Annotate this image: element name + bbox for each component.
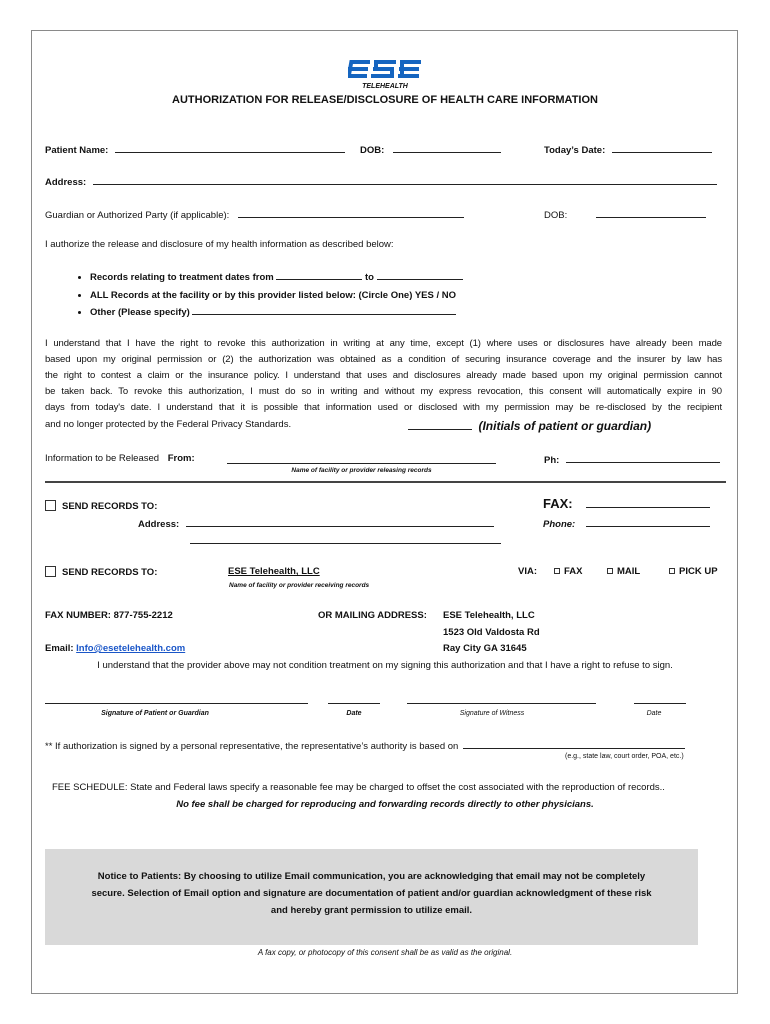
send-records-checkbox-1[interactable] — [45, 500, 56, 511]
fax-label: FAX: — [543, 496, 573, 511]
date-line-2[interactable] — [634, 703, 686, 704]
guardian-field[interactable] — [238, 208, 464, 218]
via-mail-checkbox[interactable] — [607, 568, 613, 574]
guardian-label: Guardian or Authorized Party (if applicable): — [45, 210, 230, 221]
todays-date-field[interactable] — [612, 143, 712, 153]
dob-field[interactable] — [393, 143, 501, 153]
patient-signature-caption: Signature of Patient or Guardian — [101, 710, 209, 717]
patient-name-label: Patient Name: — [45, 145, 109, 156]
email-link[interactable]: Info@esetelehealth.com — [76, 643, 186, 654]
dob-label: DOB: — [360, 145, 385, 156]
email-notice-box — [45, 849, 698, 945]
send-phone-label: Phone: — [543, 519, 576, 530]
send-phone-field[interactable] — [586, 517, 710, 527]
via-pickup-checkbox[interactable] — [669, 568, 675, 574]
mailing-line: 1523 Old Valdosta Rd — [443, 627, 540, 638]
witness-signature-line[interactable] — [407, 703, 596, 704]
release-caption: Name of facility or provider releasing records — [291, 467, 432, 474]
guardian-dob-field[interactable] — [596, 208, 706, 218]
release-phone-field[interactable] — [566, 453, 720, 463]
receiving-caption: Name of facility or provider receiving records — [229, 582, 370, 589]
mailing-line: ESE Telehealth, LLC — [443, 610, 535, 621]
revoke-last-line: and no longer protected by the Federal Privacy Standards. — [45, 419, 292, 430]
release-facility-field[interactable] — [227, 463, 496, 464]
representative-text: ** If authorization is signed by a personal representative, the representative’s authority is based on — [45, 741, 459, 752]
fax-field[interactable] — [586, 498, 710, 508]
notice-line: and hereby grant permission to utilize email. — [270, 905, 473, 916]
ese-telehealth-logo — [348, 58, 422, 92]
initials-label: (Initials of patient or guardian) — [478, 419, 652, 433]
representative-example: (e.g., state law, court order, POA, etc.) — [565, 753, 684, 760]
bullet-records-dates: • Records relating to treatment dates from to — [90, 269, 463, 287]
send-address-field-2[interactable] — [190, 543, 501, 544]
address-field[interactable] — [93, 175, 717, 185]
page-title: AUTHORIZATION FOR RELEASE/DISCLOSURE OF HEALTH CARE INFORMATION — [172, 94, 598, 106]
revoke-line: be taken back. To revoke this authorization, I must do so in writing and without my express revocation, this consent will automatically expire in 90 — [45, 386, 722, 397]
bullet-all-records[interactable]: • ALL Records at the facility or by this provider listed below: (Circle One) YES / NO — [90, 287, 463, 305]
other-specify-field[interactable] — [192, 305, 456, 315]
todays-date-label: Today’s Date: — [544, 145, 606, 156]
send-records-label-1: SEND RECORDS TO: — [62, 501, 158, 512]
condition-text: I understand that the provider above may not condition treatment on my signing this authorization and that I have a right to refuse to sign. — [97, 660, 673, 671]
records-to-field[interactable] — [377, 270, 463, 280]
section-divider — [45, 481, 726, 483]
initials-field[interactable] — [408, 420, 472, 430]
notice-line: secure. Selection of Email option and signature are documentation of patient and/or guardian acknowledgment of these risk — [91, 888, 652, 899]
authorize-text: I authorize the release and disclosure of my health information as described below: — [45, 239, 394, 250]
send-address-field-1[interactable] — [186, 517, 494, 527]
mailing-line: Ray City GA 31645 — [443, 643, 527, 654]
via-pickup-option[interactable]: PICK UP — [669, 566, 718, 577]
email-label: Email: — [45, 643, 74, 654]
patient-signature-line[interactable] — [45, 703, 308, 704]
revoke-line: days from today's date. I understand that it is possible that information used or disclosed with my permission may be re-disclosed by the recipient — [45, 402, 722, 413]
records-from-field[interactable] — [276, 270, 362, 280]
release-from-label: From: — [167, 453, 195, 464]
via-fax-option[interactable]: FAX — [554, 566, 582, 577]
send-records-label-2: SEND RECORDS TO: — [62, 567, 158, 578]
fee-schedule-text: FEE SCHEDULE: State and Federal laws specify a reasonable fee may be charged to offset the cost associated with the reproduction of records.. — [52, 782, 665, 793]
date-caption-1: Date — [346, 710, 362, 717]
receiving-provider: ESE Telehealth, LLC — [228, 566, 320, 577]
revoke-line: based upon my original permission or (2) the authorization was obtained as a condition of securing insurance coverage and the insurer by law has — [45, 354, 722, 365]
revoke-line: I understand that I have the right to revoke this authorization in writing at any time, except (1) where uses or disclosures have already been made — [45, 338, 722, 349]
patient-name-field[interactable] — [115, 143, 345, 153]
footer-note: A fax copy, or photocopy of this consent shall be as valid as the original. — [257, 948, 513, 957]
address-label: Address: — [45, 177, 87, 188]
send-records-checkbox-2[interactable] — [45, 566, 56, 577]
revoke-line: the right to contest a claim or the insurance policy. I understand that uses and disclosures already made based upon my original permission cannot — [45, 370, 722, 381]
witness-caption: Signature of Witness — [459, 710, 525, 717]
via-fax-checkbox[interactable] — [554, 568, 560, 574]
release-label: Information to be Released — [45, 453, 160, 464]
phone-label: Ph: — [544, 455, 560, 466]
revocation-paragraph — [45, 336, 722, 416]
representative-authority-field[interactable] — [463, 739, 685, 749]
fee-schedule-bold: No fee shall be charged for reproducing and forwarding records directly to other physicians. — [176, 799, 594, 810]
send-address-label: Address: — [138, 519, 180, 530]
mailing-address-label: OR MAILING ADDRESS: — [318, 610, 427, 621]
guardian-dob-label: DOB: — [544, 210, 568, 221]
date-line-1[interactable] — [328, 703, 380, 704]
notice-line: Notice to Patients: By choosing to utilize Email communication, you are acknowledging that email may not be completely — [97, 871, 646, 882]
via-label: VIA: — [518, 566, 537, 577]
fax-number: FAX NUMBER: 877-755-2212 — [45, 610, 173, 621]
records-options — [60, 269, 463, 322]
date-caption-2: Date — [646, 710, 662, 717]
logo-subtext: TELEHEALTH — [362, 83, 408, 90]
via-mail-option[interactable]: MAIL — [607, 566, 640, 577]
bullet-other: • Other (Please specify) — [90, 304, 463, 322]
